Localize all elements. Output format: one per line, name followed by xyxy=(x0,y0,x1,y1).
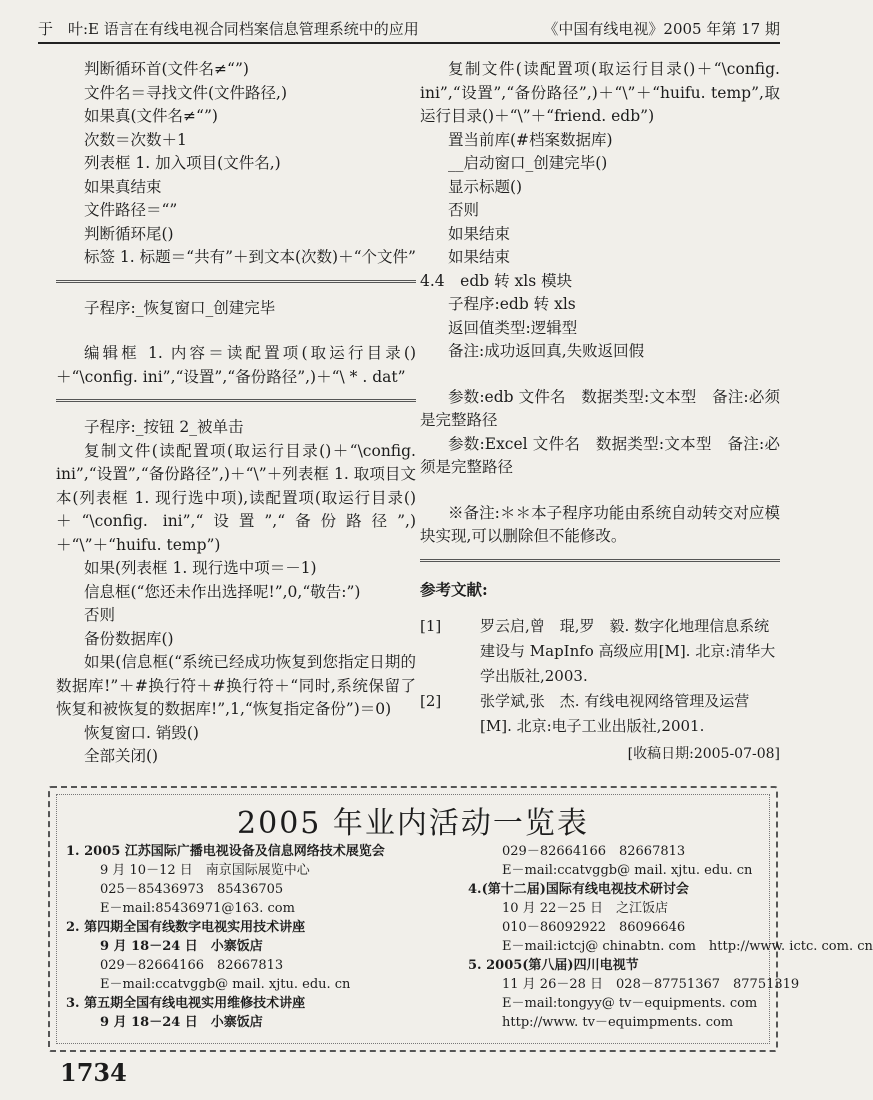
reference-text: 罗云启,曾 琨,罗 毅. 数字化地理信息系统建设与 MapInfo 高级应用[M]. 北京:清华大学出版社,2003. xyxy=(480,616,776,685)
code-block-loop xyxy=(56,58,416,246)
event-detail: 010－86092922 86096646 xyxy=(502,920,686,935)
code-line: 置当前库(#档案数据库) xyxy=(448,130,613,149)
spec-line: 子程序:edb 转 xls xyxy=(448,295,576,313)
subroutine-title-button2: 子程序:_按钮 2_被单击 xyxy=(84,418,244,436)
reference-item xyxy=(420,689,780,739)
code-line: 判断循环尾() xyxy=(84,224,174,243)
code-line: 如果结束 xyxy=(448,248,511,266)
code-line: 备份数据库() xyxy=(84,629,174,648)
references-heading: 参考文献: xyxy=(420,579,488,599)
event-title: 2. 第四期全国有线数字电视实用技术讲座 xyxy=(66,920,306,935)
event-title: 1. 2005 江苏国际广播电视设备及信息网络技术展览会 xyxy=(66,844,385,859)
code-line: 否则 xyxy=(448,201,480,219)
event-detail: 11 月 26－28 日 028－87751367 87751319 xyxy=(502,977,800,992)
code-line: 如果结束 xyxy=(448,224,511,243)
page-number: 1734 xyxy=(60,1058,127,1087)
event-detail: 10 月 22－25 日 之江饭店 xyxy=(502,901,669,916)
event-detail: E－mail:tongyy@ tv－equipments. com xyxy=(502,996,758,1011)
event-detail: E－mail:85436971@163. com xyxy=(100,901,295,916)
param-excel-filename: 参数:Excel 文件名 数据类型:文本型 备注:必须是完整路径 xyxy=(420,434,780,476)
code-line: __启动窗口_创建完毕() xyxy=(448,154,608,172)
code-line: 次数＝次数＋1 xyxy=(84,130,187,149)
event-detail: E－mail:ictcj@ chinabtn. com http://www. ictc. com. cn xyxy=(502,939,873,954)
right-column xyxy=(420,58,780,763)
event-title: 4.(第十二届)国际有线电视技术研讨会 xyxy=(468,882,689,897)
subroutine-spec xyxy=(420,293,780,364)
spec-line: 备注:成功返回真,失败返回假 xyxy=(448,342,645,360)
code-copy-restore: 复制文件(读配置项(取运行目录()＋“\config. ini”,“设置”,“备份路径”,)＋“\”＋“huifu. temp”,取运行目录()＋“\”＋“friend. edb”) xyxy=(420,60,780,125)
events-table-box xyxy=(48,786,873,1052)
code-line: 如果(列表框 1. 现行选中项＝－1) xyxy=(84,559,317,577)
header-journal-issue: 《中国有线电视》2005 年第 17 期 xyxy=(543,20,780,38)
event-detail: 029－82664166 82667813 xyxy=(502,844,686,859)
code-block-close xyxy=(56,722,416,769)
reference-item xyxy=(420,614,780,689)
code-line: 信息框(“您还未作出选择呢!”,0,“敬告:”) xyxy=(84,582,361,601)
reference-number: [1] xyxy=(420,616,442,635)
code-block-startup xyxy=(420,129,780,270)
header-article-title: 于 叶:E 语言在有线电视合同档案信息管理系统中的应用 xyxy=(38,20,419,38)
event-title: 3. 第五期全国有线电视实用维修技术讲座 xyxy=(66,996,306,1011)
reference-text: 张学斌,张 杰. 有线电视网络管理及运营[M]. 北京:电子工业出版社,2001. xyxy=(480,691,750,735)
reference-number: [2] xyxy=(420,691,442,710)
code-line: 显示标题() xyxy=(448,177,523,196)
code-line: 恢复窗口. 销毁() xyxy=(84,723,199,742)
events-box-title: 2005 年业内活动一览表 xyxy=(237,806,589,841)
spec-line: 返回值类型:逻辑型 xyxy=(448,318,578,337)
event-detail: http://www. tv－equimpments. com xyxy=(502,1015,734,1030)
event-detail: E－mail:ccatvggb@ mail. xjtu. edu. cn xyxy=(100,977,351,992)
code-block-if xyxy=(56,557,416,651)
code-line: 如果真结束 xyxy=(84,177,162,196)
code-line: 全部关闭() xyxy=(84,747,159,765)
code-line: 文件路径＝“” xyxy=(84,201,178,219)
code-line: 判断循环首(文件名≠“”) xyxy=(84,60,249,78)
subroutine-title-restore-window: 子程序:_恢复窗口_创建完毕 xyxy=(84,298,276,317)
code-label-caption: 标签 1. 标题＝“共有”＋到文本(次数)＋“个文件” xyxy=(84,248,416,266)
section-divider xyxy=(56,280,416,285)
param-edb-filename: 参数:edb 文件名 数据类型:文本型 备注:必须是完整路径 xyxy=(420,387,780,429)
events-left-column xyxy=(66,842,446,1032)
events-right-column xyxy=(468,842,873,1032)
code-line: 文件名＝寻找文件(文件路径,) xyxy=(84,83,288,102)
code-editbox-content: 编辑框 1. 内容＝读配置项(取运行目录()＋“\config. ini”,“设置”,“备份路径”,)＋“\ * . dat” xyxy=(56,344,416,386)
event-detail: 025－85436973 85436705 xyxy=(100,882,284,897)
running-header xyxy=(38,16,780,44)
event-detail: 029－82664166 82667813 xyxy=(100,958,284,973)
event-detail: 9 月 18－24 日 小寨饭店 xyxy=(100,939,263,954)
code-line: 如果真(文件名≠“”) xyxy=(84,107,218,125)
event-detail: 9 月 10－12 日 南京国际展览中心 xyxy=(100,863,310,878)
code-line: 列表框 1. 加入项目(文件名,) xyxy=(84,154,281,172)
reference-list xyxy=(420,614,780,739)
section-divider xyxy=(420,559,780,564)
left-column xyxy=(56,58,416,769)
section-divider xyxy=(56,399,416,404)
code-line: 否则 xyxy=(84,606,116,624)
module-note: ※备注:＊＊本子程序功能由系统自动转交对应模块实现,可以删除但不能修改。 xyxy=(420,503,780,545)
code-message-box: 如果(信息框(“系统已经成功恢复到您指定日期的数据库!”＋#换行符＋#换行符＋“同时,系统保留了恢复和被恢复的数据库!”,1,“恢复指定备份”)＝0) xyxy=(56,653,416,718)
event-detail: 9 月 18－24 日 小寨饭店 xyxy=(100,1015,263,1030)
section-heading-edb-xls: 4.4 edb 转 xls 模块 xyxy=(420,271,573,290)
received-date: [收稿日期:2005-07-08] xyxy=(627,745,780,762)
code-copy-file: 复制文件(读配置项(取运行目录()＋“\config. ini”,“设置”,“备份路径”,)＋“\”＋列表框 1. 取项目文本(列表框 1. 现行选中项),读配置项(取运行目录()＋“\config. ini”,“设置”,“备份路径”,)＋“\”＋“huifu. temp”) xyxy=(56,441,416,554)
event-title: 5. 2005(第八届)四川电视节 xyxy=(468,958,639,973)
event-detail: E－mail:ccatvggb@ mail. xjtu. edu. cn xyxy=(502,863,753,878)
